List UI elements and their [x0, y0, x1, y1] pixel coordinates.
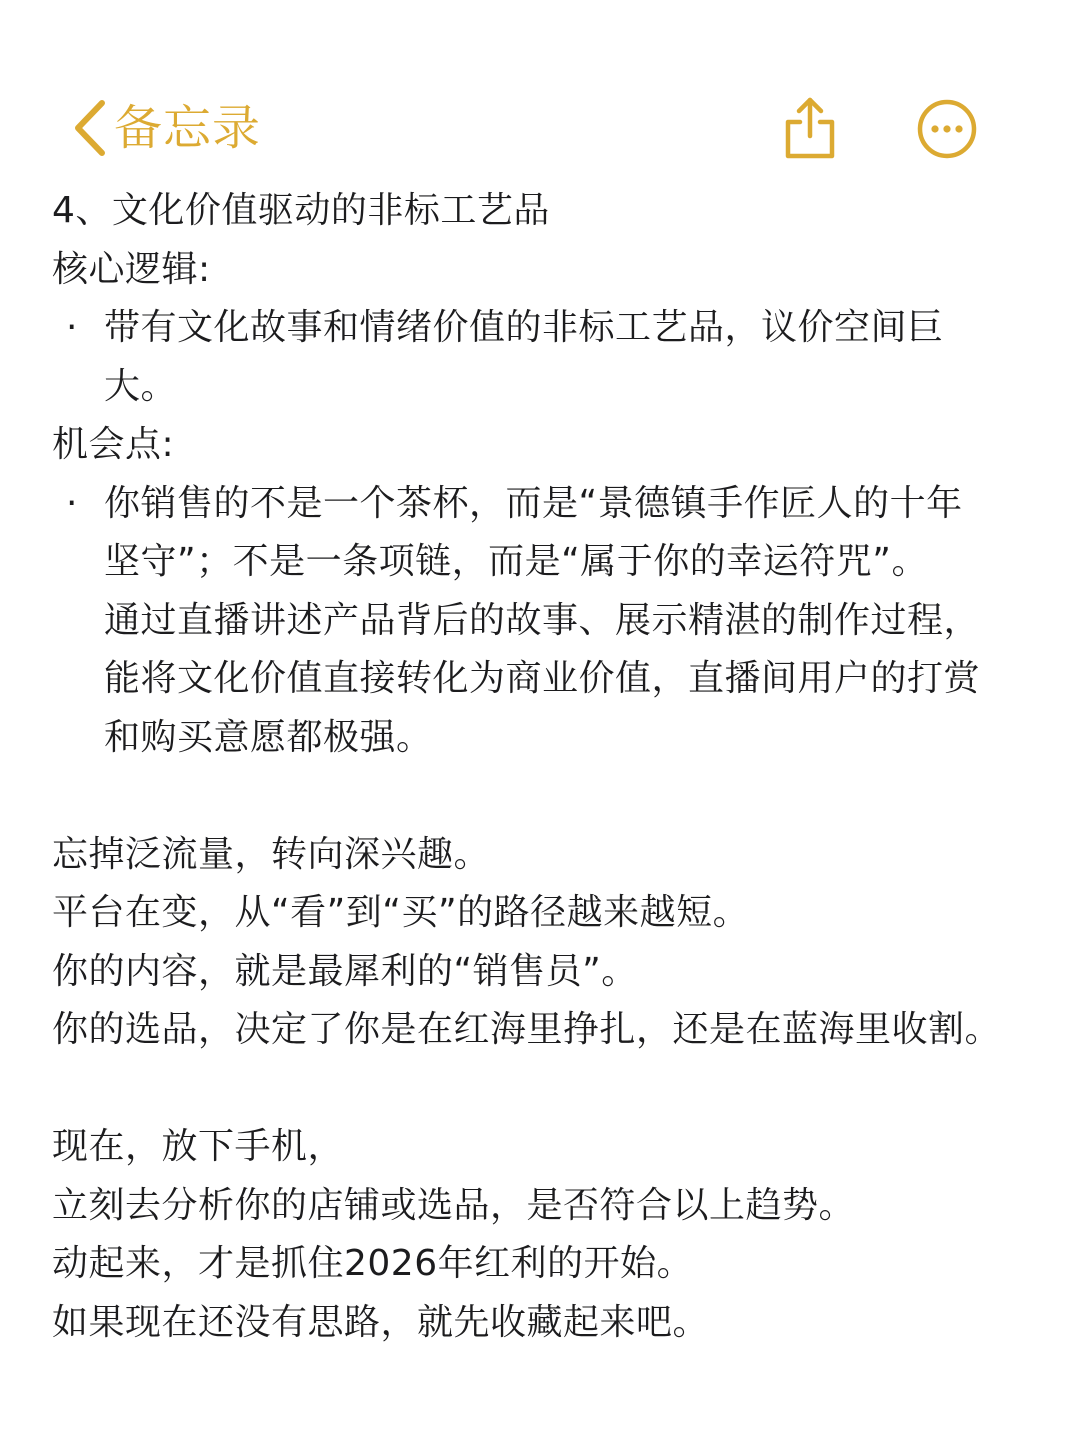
back-label: 备忘录 — [114, 100, 262, 156]
note-heading: 4、文化价值驱动的非标工艺品 — [52, 190, 550, 231]
opportunity-label: 机会点: — [52, 424, 175, 465]
paragraph-line: 现在，放下手机， — [52, 1126, 345, 1167]
paragraph-line: 忘掉泛流量，转向深兴趣。 — [52, 833, 491, 875]
bullet-line: 带有文化故事和情绪价值的非标工艺品，议价空间巨 — [104, 307, 944, 348]
paragraph-line: 动起来，才是抓住2026年红利的开始。 — [52, 1243, 694, 1284]
note-body[interactable] — [52, 182, 1052, 1352]
paragraph-line: 你的选品，决定了你是在红海里挣扎，还是在蓝海里收割。 — [52, 1009, 1002, 1050]
bullet-dot: · — [66, 307, 78, 348]
more-icon — [914, 145, 980, 164]
opportunity-bullet — [52, 475, 1052, 768]
bullet-line: 通过直播讲述产品背后的故事、展示精湛的制作过程， — [104, 599, 981, 641]
chevron-left-icon — [72, 99, 108, 157]
blank-line — [52, 1060, 1052, 1119]
paragraph-line: 你的内容，就是最犀利的“销售员”。 — [52, 950, 638, 992]
share-icon — [780, 147, 840, 166]
bullet-line: 坚守”；不是一条项链，而是“属于你的幸运符咒”。 — [104, 541, 928, 582]
share-button[interactable] — [780, 96, 840, 162]
logic-label: 核心逻辑: — [52, 248, 211, 290]
bullet-line: 你销售的不是一个茶杯，而是“景德镇手作匠人的十年 — [104, 482, 963, 524]
paragraph-line: 如果现在还没有思路，就先收藏起来吧。 — [52, 1301, 710, 1343]
blank-line — [52, 767, 1052, 826]
logic-bullet — [52, 299, 1052, 416]
navigation-bar — [0, 0, 1080, 180]
back-button[interactable] — [72, 96, 261, 160]
bullet-line: 和购买意愿都极强。 — [104, 716, 433, 758]
more-button[interactable] — [914, 98, 980, 160]
bullet-line: 大。 — [104, 365, 178, 407]
paragraph-line: 立刻去分析你的店铺或选品，是否符合以上趋势。 — [52, 1184, 856, 1226]
bullet-dot: · — [66, 482, 78, 524]
paragraph-line: 平台在变，从“看”到“买”的路径越来越短。 — [52, 892, 750, 933]
bullet-line: 能将文化价值直接转化为商业价值，直播间用户的打赏 — [104, 658, 981, 699]
